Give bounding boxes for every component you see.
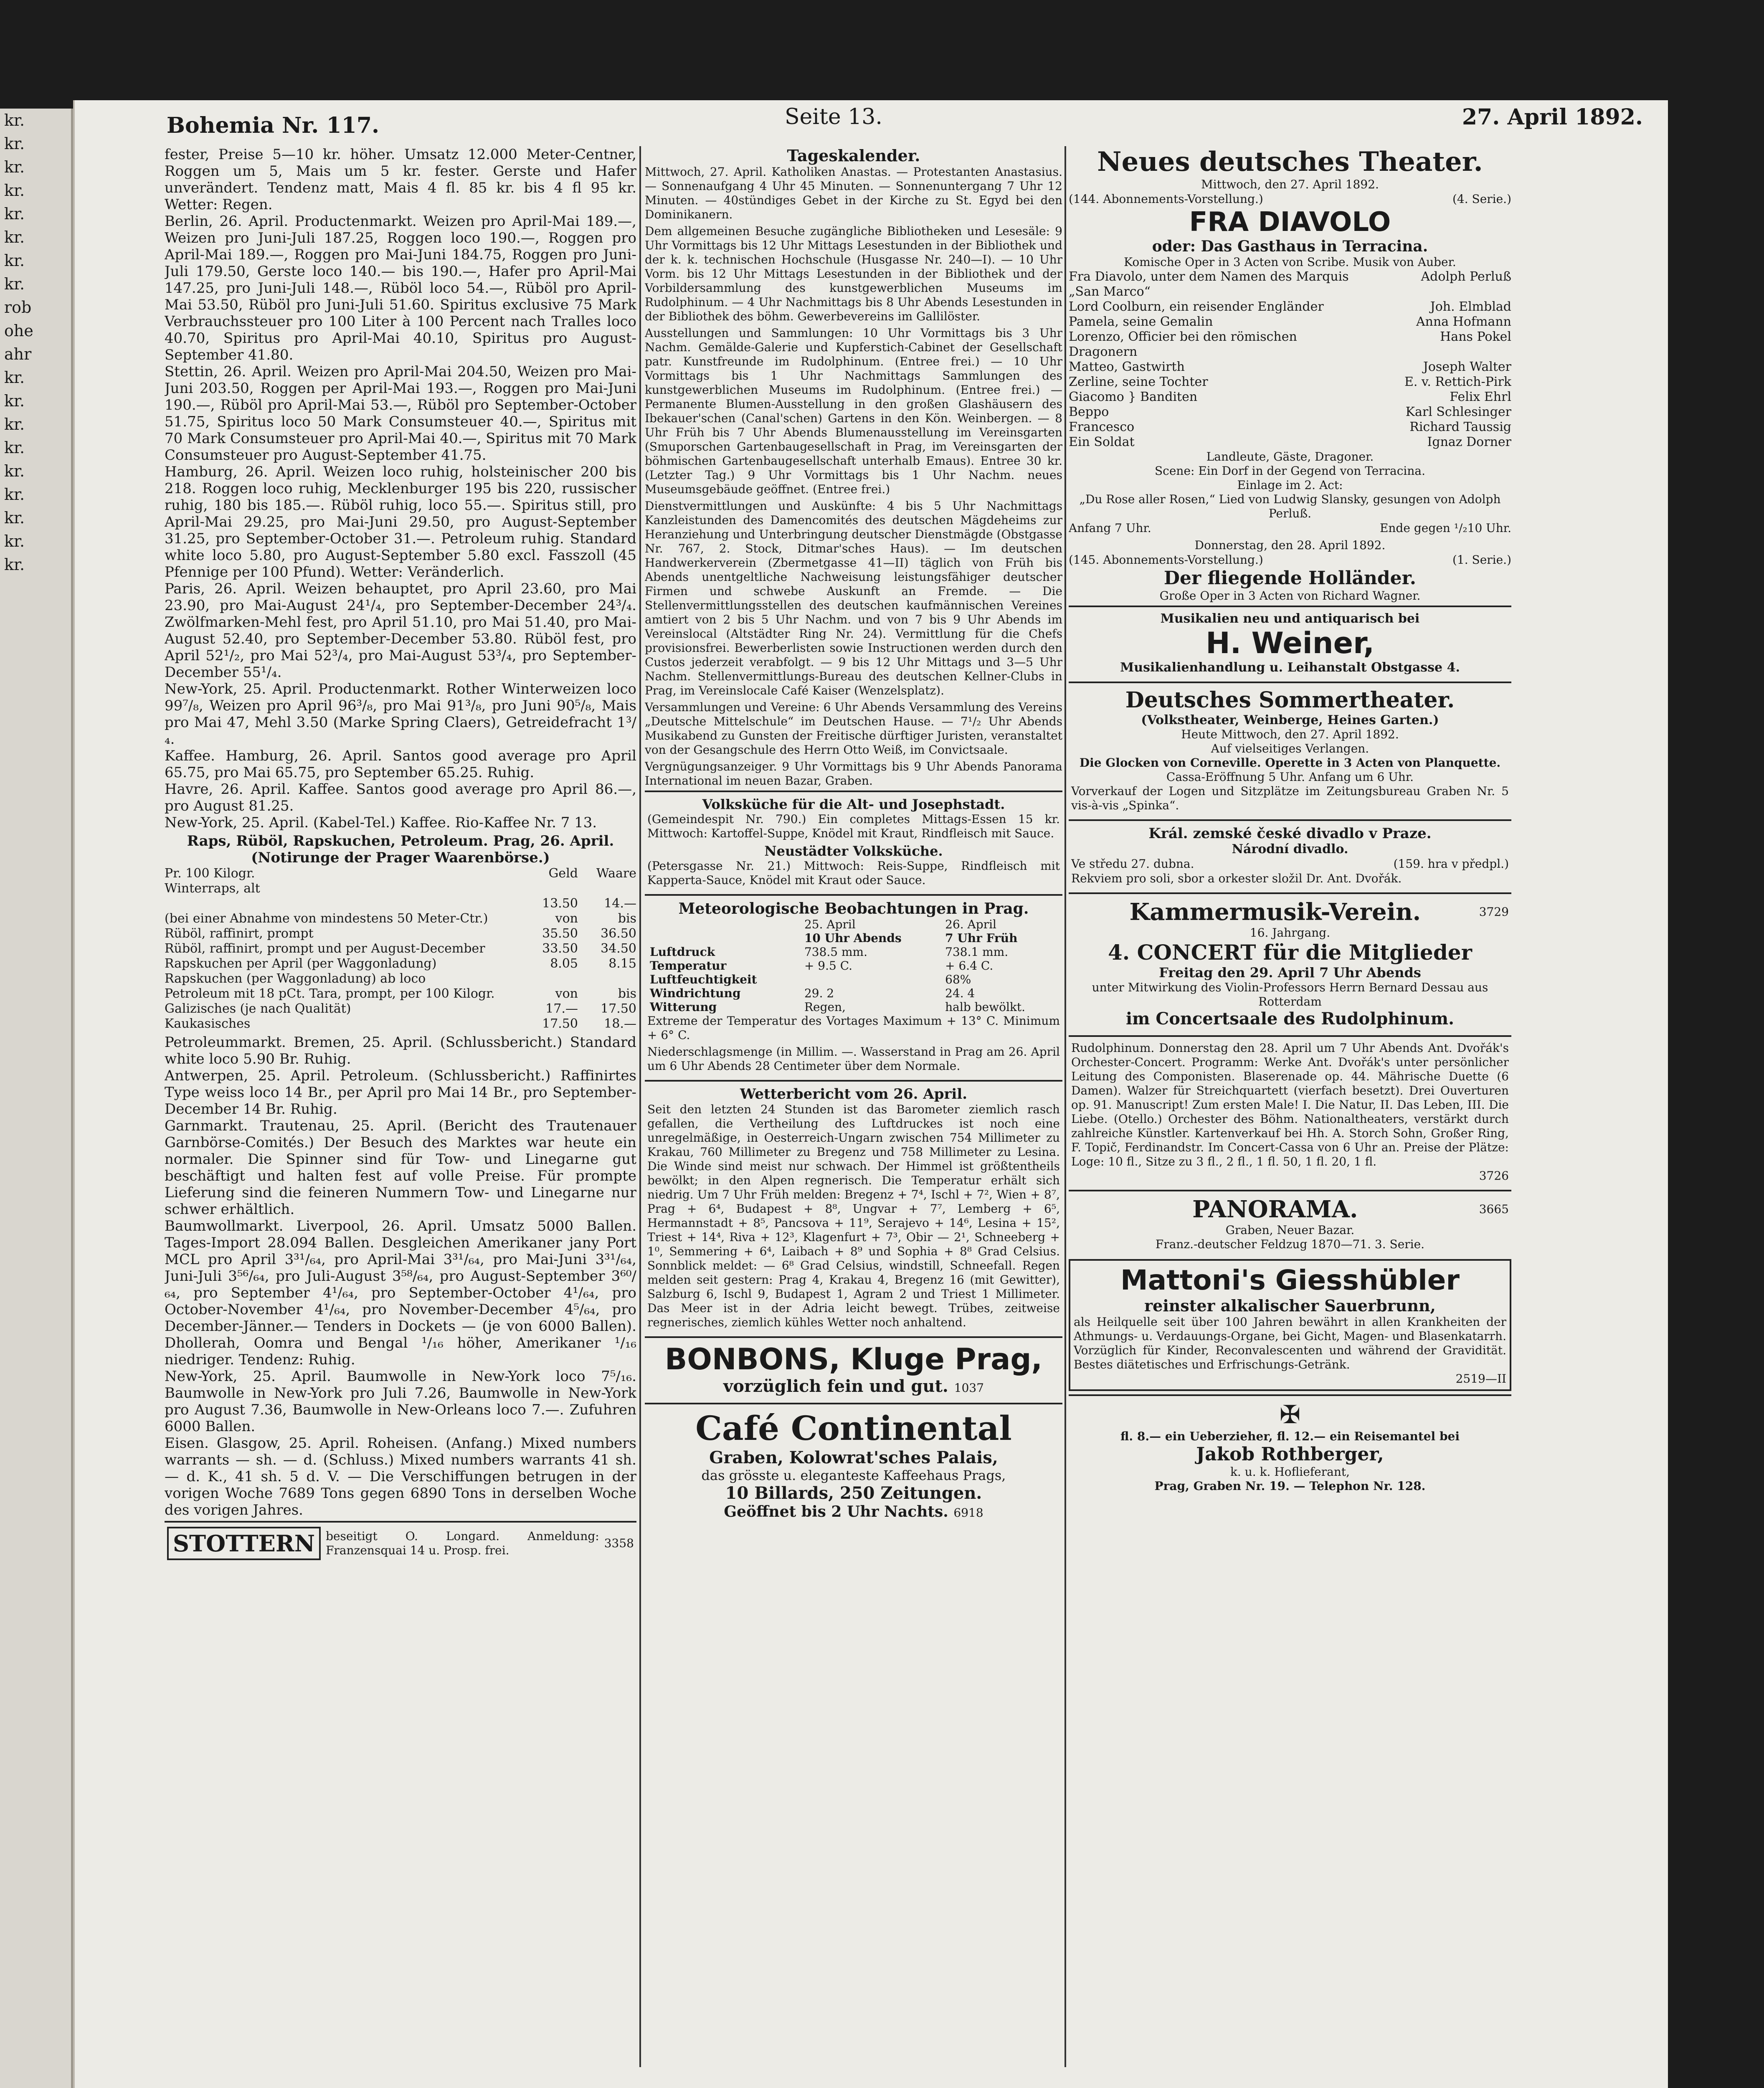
- rothberger-address: Prag, Graben Nr. 19. — Telephon Nr. 128.: [1154, 1479, 1426, 1493]
- end-time: Ende gegen ¹/₂10 Uhr.: [1379, 521, 1511, 535]
- price-item: Winterraps, alt: [165, 881, 260, 896]
- meteo-col1-date: 25. April: [804, 917, 856, 931]
- calendar-entry: Vergnügungsanzeiger. 9 Uhr Vormittags bis 9 Uhr Abends Panorama International im neuen Bazar, Graben.: [645, 760, 1062, 788]
- dvorak-number: 3726: [1479, 1169, 1509, 1183]
- weiner-ad: [1069, 606, 1511, 679]
- serie2-label: (1. Serie.): [1452, 553, 1511, 567]
- price-table-header: [165, 866, 636, 881]
- price-item: (bei einer Abnahme von mindestens 50 Meter-Ctr.): [165, 911, 488, 926]
- market-report: Baumwollmarkt. Liverpool, 26. April. Umsatz 5000 Ballen. Tages-Import 28.094 Ballen. Desgleichen Amerikaner jany Port MCL pro April 3³¹/₆₄, pro April-Mai 3³¹/₆₄, pro Mai-Juni 3³¹/₆₄, Juni-Juli 3⁵⁶/₆₄, pro Juli-August 3⁵⁸/₆₄, pro August-September 3⁶⁰/₆₄, pro September 4¹/₆₄, pro September-October 4¹/₆₄, pro October-November 4¹/₆₄, pro November-December 4⁵/₆₄, pro December-Jänner.— Tenders in Dockets — (je von 6000 Ballen). Dhollerah, Oomra und Bengal ¹/₁₆ höher, Amerikaner ¹/₁₆ niedriger. Tendenz: Ruhig.: [165, 1218, 636, 1368]
- market-report: Stettin, 26. April. Weizen pro April-Mai 204.50, Weizen pro Mai-Juni 203.50, Roggen per April-Mai 193.—, Roggen pro Mai-Juni 190.—, Rüböl pro April-Mai 53.—, Rüböl pro September-October 51.75, Spiritus loco 50 Mark Consumsteuer 40.—, Spiritus mit 70 Mark Consumsteuer pro April-Mai 40.—, Spiritus mit 70 Mark Consumsteuer pro August-September 41.75.: [165, 363, 636, 464]
- cafe-billiards: 10 Billards, 250 Zeitungen.: [725, 1483, 982, 1503]
- cafe-name: Café Continental: [695, 1409, 1012, 1448]
- cast-actor: Richard Taussig: [1409, 420, 1511, 434]
- cast-role: Francesco: [1069, 420, 1135, 434]
- cast-role: Lord Coolburn, ein reisender Engländer: [1069, 299, 1324, 314]
- meteo-value: 68%: [945, 973, 971, 986]
- sommer-times: Cassa-Eröffnung 5 Uhr. Anfang um 6 Uhr.: [1166, 770, 1414, 784]
- price-item: Galizisches (je nach Qualität): [165, 1001, 351, 1016]
- price-row: [165, 941, 636, 956]
- kammer-ort: im Concertsaale des Rudolphinum.: [1125, 1009, 1454, 1029]
- volkskueche-title: Volksküche für die Alt- und Josephstadt.: [702, 796, 1005, 812]
- serie1-label: (4. Serie.): [1452, 192, 1511, 206]
- meteo-col2-date: 26. April: [945, 917, 996, 931]
- price-row: [165, 971, 636, 986]
- theater-abo2: [1069, 552, 1511, 568]
- sommer-play: Die Glocken von Corneville. Operette in 3 Acten von Planquette.: [1079, 756, 1501, 770]
- eagle-crest-icon: ✠: [1279, 1400, 1301, 1429]
- panorama-series: Franz.-deutscher Feldzug 1870—71. 3. Serie.: [1155, 1237, 1425, 1251]
- stottern-word: STOTTERN: [167, 1527, 321, 1560]
- left-fragment: kr.: [4, 485, 25, 504]
- kammer-mit: unter Mitwirkung des Violin-Professors Herrn Bernard Dessau aus Rotterdam: [1092, 981, 1488, 1009]
- meteo-label: Luftfeuchtigkeit: [650, 973, 757, 986]
- market-report: Berlin, 26. April. Productenmarkt. Weizen pro April-Mai 189.—, Weizen pro Juni-Juli 187.25, Roggen loco 190.—, Roggen pro April-Mai 189.—, Roggen pro Mai-Juni 184.75, Roggen pro Juni-Juli 179.50, Gerste loco 140.— bis 190.—, Hafer pro April-Mai 147.25, pro Juni-Juli 148.—, Rüböl loco 54.—, Rüböl pro April-Mai 53.50, Rüböl pro Juni-Juli 51.60. Spiritus exclusive 75 Mark Verbrauchssteuer pro 100 Liter à 100 Percent nach Tralles loco 40.70, Spiritus pro April-Mai 40.10, Spiritus pro August-September 41.80.: [165, 213, 636, 363]
- price-waare: bis: [618, 911, 636, 926]
- czech-title: Král. zemské české divadlo v Praze.: [1148, 825, 1432, 842]
- calendar-entry: Dem allgemeinen Besuche zugängliche Bibliotheken und Lesesäle: 9 Uhr Vormittags bis 12 Uhr Mittags Lesestunden in der Bibliothek und der k. k. technischen Hochschule (Husgasse Nr. 240—I). — 10 Uhr Vorm. bis 12 Uhr Mittags Lesestunden in der Bibliothek und der Vorbildersammlung des kunstgewerblichen Museums im Rudolphinum. — 4 Uhr Nachmittags bis 8 Uhr Abends Lesestunden in der Bibliothek des böhm. Gewerbevereins im Gallilöster.: [645, 224, 1062, 323]
- price-geld: von: [555, 986, 578, 1001]
- price-waare: [578, 971, 636, 986]
- price-geld: 8.05: [550, 956, 578, 971]
- geld-header: Geld: [548, 866, 578, 881]
- theater-title: Neues deutsches Theater.: [1097, 146, 1483, 177]
- market-reports: [165, 146, 636, 831]
- cast-row: [1069, 314, 1511, 329]
- einlage: Einlage im 2. Act:: [1237, 478, 1343, 492]
- kammer-number: 3729: [1479, 905, 1509, 919]
- stottern-number: 3358: [604, 1536, 634, 1550]
- czech-text: Rekviem pro soli, sbor a orkester složil Dr. Ant. Dvořák.: [1071, 872, 1402, 885]
- waare-header: Waare: [596, 866, 636, 881]
- cast-extras: Landleute, Gäste, Dragoner.: [1206, 450, 1374, 464]
- left-page-fragment: [0, 109, 75, 2088]
- mattoni-title: Mattoni's Giesshübler: [1120, 1264, 1460, 1296]
- volkskueche-text: (Gemeindespit Nr. 790.) Ein completes Mittags-Essen 15 kr. Mittwoch: Kartoffel-Suppe, Knödel mit Kraut, Rindfleisch mit Sauce.: [647, 812, 1060, 840]
- calendar-entry: Versammlungen und Vereine: 6 Uhr Abends Versammlung des Vereins „Deutsche Mittelschule“ im Deutschen Hause. — 7¹/₂ Uhr Abends Musikabend zu Gunsten der Freitische dürftiger Juristen, veranstaltet von der Gesangschule des Herrn Otto Weiß, im Convictsaale.: [645, 700, 1062, 757]
- cast-role: Giacomo } Banditen: [1069, 390, 1198, 404]
- left-fragment: kr.: [4, 462, 25, 480]
- newspaper-page: [73, 100, 1668, 2088]
- cast-actor: Hans Pokel: [1440, 329, 1511, 344]
- calendar-title: Tageskalender.: [787, 146, 920, 165]
- price-item: Petroleum mit 18 pCt. Tara, prompt, per 100 Kilogr.: [165, 986, 495, 1001]
- page-header: [167, 104, 1660, 138]
- weiner-bottom: Musikalienhandlung u. Leihanstalt Obstgasse 4.: [1120, 660, 1460, 675]
- kammermusik-ad: [1069, 892, 1511, 1033]
- panorama-address: Graben, Neuer Bazar.: [1225, 1223, 1355, 1237]
- opera2-title: Der fliegende Holländer.: [1163, 568, 1417, 589]
- price-geld: 13.50: [542, 896, 578, 911]
- rothberger-prices: fl. 8.— ein Ueberzieher, fl. 12.— ein Reisemantel bei: [1120, 1429, 1460, 1443]
- sommer-sub: (Volkstheater, Weinberge, Heines Garten.): [1141, 713, 1439, 727]
- meteo-row: [647, 986, 1060, 1000]
- lied: „Du Rose aller Rosen,“ Lied von Ludwig Slansky, gesungen von Adolph Perluß.: [1079, 492, 1501, 520]
- price-row: [165, 881, 636, 896]
- czech-theater-ad: [1069, 819, 1511, 890]
- dvorak-text: Rudolphinum. Donnerstag den 28. April um 7 Uhr Abends Ant. Dvořák's Orchester-Concert. Programm: Werke Ant. Dvořák's unter persönlicher Leitung des Componisten. Blaserenade op. 44. Mährische Duette (6 Damen). Walzer für Streichquartett (vierfach besetzt). Drei Ouverturen op. 91. Manuscript! Zum ersten Male! I. Die Natur, II. Das Leben, III. Die Liebe. (Otello.) Orchester des Böhm. Nationaltheaters, verstärkt durch zahlreiche Künstler. Kartenverkauf bei Hh. A. Storch Sohn, Großer Ring, F. Topič, Ferdinandstr. Im Concert-Cassa von 6 Uhr an. Preise der Plätze: Loge: 10 fl., Sitze zu 3 fl., 2 fl., 1 fl. 50, 1 fl. 20, 1 fl.: [1071, 1041, 1509, 1168]
- stottern-text: beseitigt O. Longard. Anmeldung: Franzensquai 14 u. Prosp. frei.: [326, 1529, 599, 1557]
- left-fragment: kr.: [4, 415, 25, 433]
- market-report: Paris, 26. April. Weizen behauptet, pro April 23.60, pro Mai 23.90, pro Mai-August 24¹/₄, pro September-December 24³/₄. Zwölfmarken-Mehl fest, pro April 51.10, pro Mai 51.40, pro Mai-August 52.40, pro September-December 53.80. Rüböl fest, pro April 52¹/₂, pro Mai 52³/₄, pro Mai-August 53³/₄, pro September-December 55¹/₄.: [165, 580, 636, 681]
- market-report: Petroleummarkt. Bremen, 25. April. (Schlussbericht.) Standard white loco 5.90 Br. Ruhig.: [165, 1034, 636, 1067]
- left-fragment: kr.: [4, 134, 25, 153]
- weather-title: Wetterbericht vom 26. April.: [740, 1086, 968, 1102]
- scene: Scene: Ein Dorf in der Gegend von Terracina.: [1154, 464, 1426, 478]
- calendar-entries: [645, 165, 1062, 788]
- cast-role: Ein Soldat: [1069, 435, 1135, 449]
- meteo-value: [802, 973, 943, 986]
- price-row: [165, 911, 636, 926]
- meteo-value: 738.5 mm.: [804, 945, 867, 959]
- calendar-column: [645, 146, 1062, 2088]
- bonbons-number: 1037: [954, 1381, 984, 1395]
- cast-actor: Ignaz Dorner: [1427, 435, 1511, 449]
- volkskueche-section: [645, 791, 1062, 892]
- market-report: New-York, 25. April. Productenmarkt. Rother Winterweizen loco 99⁷/₈, Weizen pro April 96³/₈, pro Mai 91³/₈, pro Juni 90⁵/₈, Mais pro Mai 47, Mehl 3.50 (Marke Spring Claers), Getreidefracht 1³/₄.: [165, 681, 636, 748]
- czech-date-row: [1071, 856, 1509, 872]
- price-waare: [578, 881, 636, 896]
- meteo-title: Meteorologische Beobachtungen in Prag.: [678, 900, 1029, 917]
- left-fragment: kr.: [4, 275, 25, 293]
- theater-abo1: [1069, 192, 1511, 207]
- calendar-entry: Dienstvermittlungen und Auskünfte: 4 bis 5 Uhr Nachmittags Kanzleistunden des Damencomités des deutschen Mägdeheims zur Heranziehung und Unterbringung deutscher Dienstmägde (Obstgasse Nr. 767, 2. Stock, Ditmar'sches Haus). — Im deutschen Handwerkerverein (Zbermetgasse 41—II) täglich von Früh bis Abends unentgeltliche Nachweisung leistungsfähiger deutscher Firmen und schwebe Auskunft an Fremde. — Die Stellenvermittlungsstellen des deutschen kaufmännischen Vereines amtiert von 2 bis 5 Uhr Nachm. und von 7 bis 9 Uhr Abends im Vereinslocal (Altstädter Ring Nr. 24). Vermittlung für die Chefs provisionsfrei. Bewerberlisten sowie Instructionen werden durch den Custos jederzeit verabfolgt. — 9 bis 12 Uhr Mittags und 3—5 Uhr Nachm. Stellenvermittlungs-Bureau des deutschen Kellner-Clubs in Prag, im Vereinslocale Café Kaiser (Wenzelsplatz).: [645, 499, 1062, 697]
- price-row: [165, 896, 636, 911]
- mattoni-sub: reinster alkalischer Sauerbrunn,: [1144, 1296, 1436, 1315]
- price-row: [165, 986, 636, 1001]
- cafe-address: Graben, Kolowrat'sches Palais,: [709, 1448, 998, 1467]
- left-fragment: kr.: [4, 251, 25, 270]
- price-item: Kaukasisches: [165, 1016, 251, 1031]
- price-geld: 33.50: [542, 941, 578, 956]
- price-table: [165, 833, 636, 1031]
- theater-date1: Mittwoch, den 27. April 1892.: [1201, 177, 1379, 191]
- meteo-row: [647, 945, 1060, 959]
- sommer-date: Heute Mittwoch, den 27. April 1892.: [1181, 727, 1399, 741]
- cast-actor: Felix Ehrl: [1450, 390, 1511, 404]
- mattoni-text: als Heilquelle seit über 100 Jahren bewährt in allen Krankheiten der Athmungs- u. Verdauungs-Organe, bei Gicht, Magen- und Blasenkatarrh. Vorzüglich für Kinder, Reconvalescenten und während der Gravidität. Bestes diätetisches und Erfrischungs-Getränk.: [1074, 1315, 1506, 1371]
- meteo-extreme: Extreme der Temperatur des Vortages Maximum + 13° C. Minimum + 6° C.: [647, 1014, 1060, 1042]
- opera2-description: Große Oper in 3 Acten von Richard Wagner.: [1159, 589, 1421, 603]
- cafe-ad: [645, 1403, 1062, 1525]
- kammer-date: Freitag den 29. April 7 Uhr Abends: [1159, 965, 1421, 981]
- price-waare: 17.50: [601, 1001, 636, 1016]
- cast-role: Pamela, seine Gemalin: [1069, 314, 1213, 329]
- price-geld: 17.50: [542, 1016, 578, 1031]
- ads-column: [1069, 146, 1511, 2088]
- theater-date2: Donnerstag, den 28. April 1892.: [1194, 538, 1386, 552]
- page-number: Seite 13.: [785, 104, 882, 129]
- cast-actor: Joseph Walter: [1423, 360, 1511, 374]
- cast-list: [1069, 269, 1511, 450]
- meteo-value: halb bewölkt.: [945, 1000, 1026, 1014]
- meteo-label: Luftdruck: [650, 945, 715, 959]
- theater-ad: [1069, 146, 1511, 603]
- meteo-row: [647, 959, 1060, 973]
- left-fragment: kr.: [4, 111, 25, 129]
- meteo-col1-time: 10 Uhr Abends: [804, 931, 902, 945]
- left-fragment: rob: [4, 298, 32, 317]
- price-waare: 14.—: [604, 896, 636, 911]
- meteo-value: + 9.5 C.: [804, 959, 853, 973]
- market-reports-2: [165, 1034, 636, 1518]
- calendar-entry: Ausstellungen und Sammlungen: 10 Uhr Vormittags bis 3 Uhr Nachm. Gemälde-Galerie und Kupferstich-Cabinet der Gesellschaft patr. Kunstfreunde im Rudolphinum. (Entree frei.) — 10 Uhr Vormittags bis 1 Uhr Nachmittags Sammlungen des kunstgewerblichen Museums im Rudolphinum. (Entree frei.) — Permanente Blumen-Ausstellung in den großen Glashäusern des Ibekauer'schen (Canal'schen) Gartens in den Kön. Weinbergen. — 8 Uhr Früh bis 7 Uhr Abends Blumenausstellung im Vereinsgarten (Smuporschen Gartenbaugesellschaft in Prag, im Vereinsgarten der böhmischen Gartenbaugesellschaft unterhalb Emaus). Entree 30 kr. (Letzter Tag.) 9 Uhr Vormittags bis 1 Uhr Nachm. neues Museumsgebäude geöffnet. (Entree frei.): [645, 326, 1062, 496]
- market-report: Antwerpen, 25. April. Petroleum. (Schlussbericht.) Raffinirtes Type weiss loco 14 Br., per April pro Mai 14 Br., pro September-December 14 Br. Ruhig.: [165, 1067, 636, 1117]
- cast-actor: Adolph Perluß: [1421, 269, 1511, 284]
- left-fragment: kr.: [4, 181, 25, 200]
- price-geld: von: [555, 911, 578, 926]
- price-item: Rüböl, raffinirt, prompt und per August-December: [165, 941, 485, 956]
- cast-row: [1069, 435, 1511, 450]
- czech-date: Ve středu 27. dubna.: [1071, 857, 1194, 871]
- czech-sub: Národní divadlo.: [1232, 842, 1348, 856]
- weather-text: Seit den letzten 24 Stunden ist das Barometer ziemlich rasch gefallen, die Vertheilung des Luftdruckes ist noch eine unregelmäßige, in Oesterreich-Ungarn zwischen 754 Millimeter zu Krakau, 760 Millimeter zu Bregenz und 758 Millimeter zu Lesina. Die Winde sind meist nur schwach. Der Himmel ist größtentheils bewölkt; in den Alpen regnerisch. Die Temperatur erhält sich niedrig. Um 7 Uhr Früh melden: Bregenz + 7⁴, Ischl + 7², Wien + 8⁷, Prag + 6⁴, Budapest + 8⁸, Ungvar + 7⁷, Lemberg + 6⁵, Hermannstadt + 8⁵, Pancsova + 11⁹, Serajevo + 14⁶, Lesina + 15², Triest + 14⁴, Riva + 12³, Klagenfurt + 7³, Obir — 2¹, Schneeberg + 1⁰, Semmering + 6⁴, Laibach + 8⁹ und Sophia + 8⁸ Grad Celsius. Sonnblick meldet: — 6⁸ Grad Celsius, windstill, Schneefall. Regen melden seit gestern: Prag 4, Krakau 4, Bregenz 16 (mit Gewitter), Salzburg 6, Ischl 9, Budapest 1, Agram 2 und Triest 1 Millimeter. Das Meer ist in der Adria leicht bewegt. Trübes, zeitweise regnerisches, ziemlich kühles Wetter noch anhaltend.: [647, 1102, 1060, 1329]
- meteo-label: Windrichtung: [650, 986, 741, 1000]
- price-waare: 18.—: [604, 1016, 636, 1031]
- cast-row: [1069, 269, 1511, 299]
- mattoni-number: 2519—II: [1455, 1372, 1506, 1386]
- cafe-hours: [647, 1503, 1060, 1520]
- price-waare: 8.15: [608, 956, 636, 971]
- cast-role: Lorenzo, Officier bei den römischen Dragonern: [1069, 329, 1297, 359]
- sommertheater-ad: [1069, 682, 1511, 817]
- panorama-number: 3665: [1479, 1202, 1509, 1216]
- meteo-value: Regen,: [804, 1000, 846, 1014]
- meteo-label: Temperatur: [650, 959, 727, 973]
- calendar-entry: Mittwoch, 27. April. Katholiken Anastas. — Protestanten Anastasius. — Sonnenaufgang 4 Uhr 45 Minuten. — Sonnenuntergang 7 Uhr 12 Minuten. — 40stündiges Gebet in der Kirche zu St. Egyd bei den Dominikanern.: [645, 165, 1062, 221]
- cast-actor: E. v. Rettich-Pirk: [1404, 375, 1511, 389]
- meteo-value: + 6.4 C.: [945, 959, 994, 973]
- market-report: Hamburg, 26. April. Weizen loco ruhig, holsteinischer 200 bis 218. Roggen loco ruhig, Mecklenburger 195 bis 220, russischer ruhig, 180 bis 185.—. Rüböl ruhig, loco 55.—. Spiritus still, pro April-Mai 29.25, pro Mai-Juni 29.50, pro August-September 31.25, pro September-October 31.—. Petroleum ruhig. Standard white loco 5.80, pro August-September 5.80 excl. Fasszoll (45 Pfennige per 100 Pfund). Wetter: Veränderlich.: [165, 464, 636, 580]
- weather-report: [645, 1080, 1062, 1334]
- left-fragment: kr.: [4, 392, 25, 410]
- price-row: [165, 1016, 636, 1031]
- opera-title: FRA DIAVOLO: [1189, 207, 1391, 238]
- cast-row: [1069, 420, 1511, 435]
- mattoni-ad: [1069, 1259, 1511, 1391]
- market-report: Kaffee. Hamburg, 26. April. Santos good average pro April 65.75, pro Mai 65.75, pro September 65.25. Ruhig.: [165, 748, 636, 781]
- panorama-title: PANORAMA.: [1192, 1196, 1358, 1223]
- rothberger-ad: [1069, 1394, 1511, 1498]
- left-fragment: kr.: [4, 368, 25, 387]
- opera-subtitle: oder: Das Gasthaus in Terracina.: [1152, 238, 1428, 255]
- market-report: New-York, 25. April. (Kabel-Tel.) Kaffee. Rio-Kaffee Nr. 7 13.: [165, 814, 597, 831]
- czech-note: (159. hra v předpl.): [1393, 857, 1509, 871]
- market-report: Garnmarkt. Trautenau, 25. April. (Bericht des Trautenauer Garnbörse-Comités.) Der Besuch des Marktes war heute ein normaler. Die Spinner sind für Tow- und Linegarne gut beschäftigt und halten fest auf volle Preise. Für prompte Lieferung sind die feineren Nummern Tow- und Linegarne nur schwer erhältlich.: [165, 1117, 636, 1218]
- meteo-col2-time: 7 Uhr Früh: [945, 931, 1018, 945]
- cast-actor: Anna Hofmann: [1416, 314, 1511, 329]
- cast-row: [1069, 405, 1511, 420]
- price-waare: bis: [618, 986, 636, 1001]
- sommer-title: Deutsches Sommertheater.: [1125, 687, 1455, 713]
- sommer-presale: Vorverkauf der Logen und Sitzplätze im Zeitungsbureau Graben Nr. 5 vis-à-vis „Spinka“.: [1071, 784, 1509, 812]
- meteo-label: Witterung: [650, 1000, 717, 1014]
- abo1-label: (144. Abonnements-Vorstellung.): [1069, 192, 1263, 206]
- cast-row: [1069, 299, 1511, 314]
- market-report: fester, Preise 5—10 kr. höher. Umsatz 12.000 Meter-Centner, Roggen um 5, Mais um 5 kr. fester. Gerste und Hafer unverändert. Tendenz matt, Mais 4 fl. 85 kr. bis 4 fl 95 kr. Wetter: Regen.: [165, 146, 636, 213]
- market-reports-column: [165, 146, 636, 2088]
- opera-description: Komische Oper in 3 Acten von Scribe. Musik von Auber.: [1124, 255, 1456, 269]
- cast-row: [1069, 375, 1511, 390]
- cast-row: [1069, 390, 1511, 405]
- weiner-name: H. Weiner,: [1206, 626, 1374, 660]
- rothberger-sub: k. u. k. Hoflieferant,: [1230, 1465, 1350, 1479]
- weiner-top: Musikalien neu und antiquarisch bei: [1160, 611, 1420, 626]
- rothberger-name: Jakob Rothberger,: [1196, 1444, 1384, 1465]
- bonbons-line1: BONBONS, Kluge Prag,: [664, 1342, 1043, 1376]
- kammer-title: Kammermusik-Verein.: [1129, 898, 1421, 926]
- price-waare: 36.50: [601, 926, 636, 941]
- price-item: Rüböl, raffinirt, prompt: [165, 926, 314, 941]
- market-report: Havre, 26. April. Kaffee. Santos good average pro April 86.—, pro August 81.25.: [165, 781, 636, 814]
- bonbons-line2: [647, 1376, 1060, 1396]
- left-fragment: ohe: [4, 322, 33, 340]
- price-row: [165, 1001, 636, 1016]
- kammer-year: 16. Jahrgang.: [1250, 926, 1331, 940]
- cafe-hours-text: Geöffnet bis 2 Uhr Nachts.: [724, 1503, 948, 1520]
- price-geld: 35.50: [542, 926, 578, 941]
- price-geld: [520, 971, 578, 986]
- meteo-value: 24. 4: [945, 986, 975, 1000]
- meteo-rain: Niederschlagsmenge (in Millim. —. Wasserstand in Prag am 26. April um 6 Uhr Abends 28 Centimeter über dem Normale.: [647, 1045, 1060, 1073]
- left-fragment: kr.: [4, 555, 25, 574]
- meteo-row: [647, 1000, 1060, 1014]
- bonbons-ad: [645, 1336, 1062, 1400]
- meteo-row: [647, 973, 1060, 986]
- left-fragment: kr.: [4, 532, 25, 550]
- begin-time: Anfang 7 Uhr.: [1069, 521, 1151, 535]
- left-fragment: kr.: [4, 509, 25, 527]
- panorama-ad: [1069, 1190, 1511, 1256]
- market-report: New-York, 25. April. Baumwolle in New-York loco 7⁵/₁₆. Baumwolle in New-York pro Juli 7.26, Baumwolle in New-York pro August 7.36, Baumwolle in New-Orleans loco 7.—. Zufuhren 6000 Ballen.: [165, 1368, 636, 1435]
- neustadt-text: (Petersgasse Nr. 21.) Mittwoch: Reis-Suppe, Rindfleisch mit Kapperta-Sauce, Knödel mit Kraut oder Sauce.: [647, 859, 1060, 887]
- cast-row: [1069, 329, 1511, 360]
- column-rule: [639, 146, 641, 2067]
- cafe-slogan: das grösste u. eleganteste Kaffeehaus Prags,: [701, 1467, 1006, 1483]
- cast-role: Beppo: [1069, 405, 1109, 419]
- price-row: [165, 926, 636, 941]
- left-fragment: ahr: [4, 345, 32, 363]
- cast-actor: Joh. Elmblad: [1430, 299, 1511, 314]
- price-waare: 34.50: [601, 941, 636, 956]
- unit-label: Pr. 100 Kilogr.: [165, 866, 255, 881]
- left-fragment: kr.: [4, 228, 25, 246]
- left-fragment: kr.: [4, 158, 25, 176]
- cast-role: Zerline, seine Tochter: [1069, 375, 1208, 389]
- price-item: Rapskuchen per April (per Waggonladung): [165, 956, 437, 971]
- issue-date: 27. April 1892.: [1462, 104, 1643, 130]
- meteo-table: [647, 917, 1060, 1014]
- meteo-value: 738.1 mm.: [945, 945, 1009, 959]
- price-row: [165, 956, 636, 971]
- cast-role: Matteo, Gastwirth: [1069, 360, 1185, 374]
- abo2-label: (145. Abonnements-Vorstellung.): [1069, 553, 1263, 567]
- stottern-ad: [165, 1521, 636, 1564]
- paper-title: Bohemia Nr. 117.: [167, 113, 380, 138]
- neustadt-title: Neustädter Volksküche.: [764, 843, 943, 859]
- cast-role: Fra Diavolo, unter dem Namen des Marquis „San Marco“: [1069, 269, 1349, 299]
- bonbons-slogan: vorzüglich fein und gut.: [723, 1376, 948, 1396]
- left-fragment: kr.: [4, 205, 25, 223]
- meteo-section: [645, 894, 1062, 1077]
- meteo-value: 29. 2: [804, 986, 834, 1000]
- dvorak-ad: [1069, 1035, 1511, 1187]
- cafe-number: 6918: [953, 1506, 983, 1520]
- market-report: Eisen. Glasgow, 25. April. Roheisen. (Anfang.) Mixed numbers warrants — sh. — d. (Schluss.) Mixed numbers warrants 41 sh. — d. K., 41 sh. 5 d. V. — Die Verschiffungen betrugen in der vorigen Woche 7689 Tons gegen 6890 Tons in derselben Woche des vorigen Jahres.: [165, 1435, 636, 1518]
- price-geld: 17.—: [545, 1001, 578, 1016]
- kammer-concert: 4. CONCERT für die Mitglieder: [1108, 940, 1472, 965]
- price-item: Rapskuchen (per Waggonladung) ab loco: [165, 971, 426, 986]
- price-geld: [520, 881, 578, 896]
- left-fragment: kr.: [4, 438, 25, 457]
- cast-row: [1069, 360, 1511, 375]
- column-rule: [1064, 146, 1066, 2067]
- sommer-request: Auf vielseitiges Verlangen.: [1211, 742, 1369, 755]
- price-item: [165, 896, 520, 911]
- cast-actor: Karl Schlesinger: [1405, 405, 1511, 419]
- price-table-title: Raps, Rüböl, Rapskuchen, Petroleum. Prag, 26. April. (Notirunge der Prager Waarenbörse.): [187, 833, 614, 866]
- times: [1069, 521, 1511, 536]
